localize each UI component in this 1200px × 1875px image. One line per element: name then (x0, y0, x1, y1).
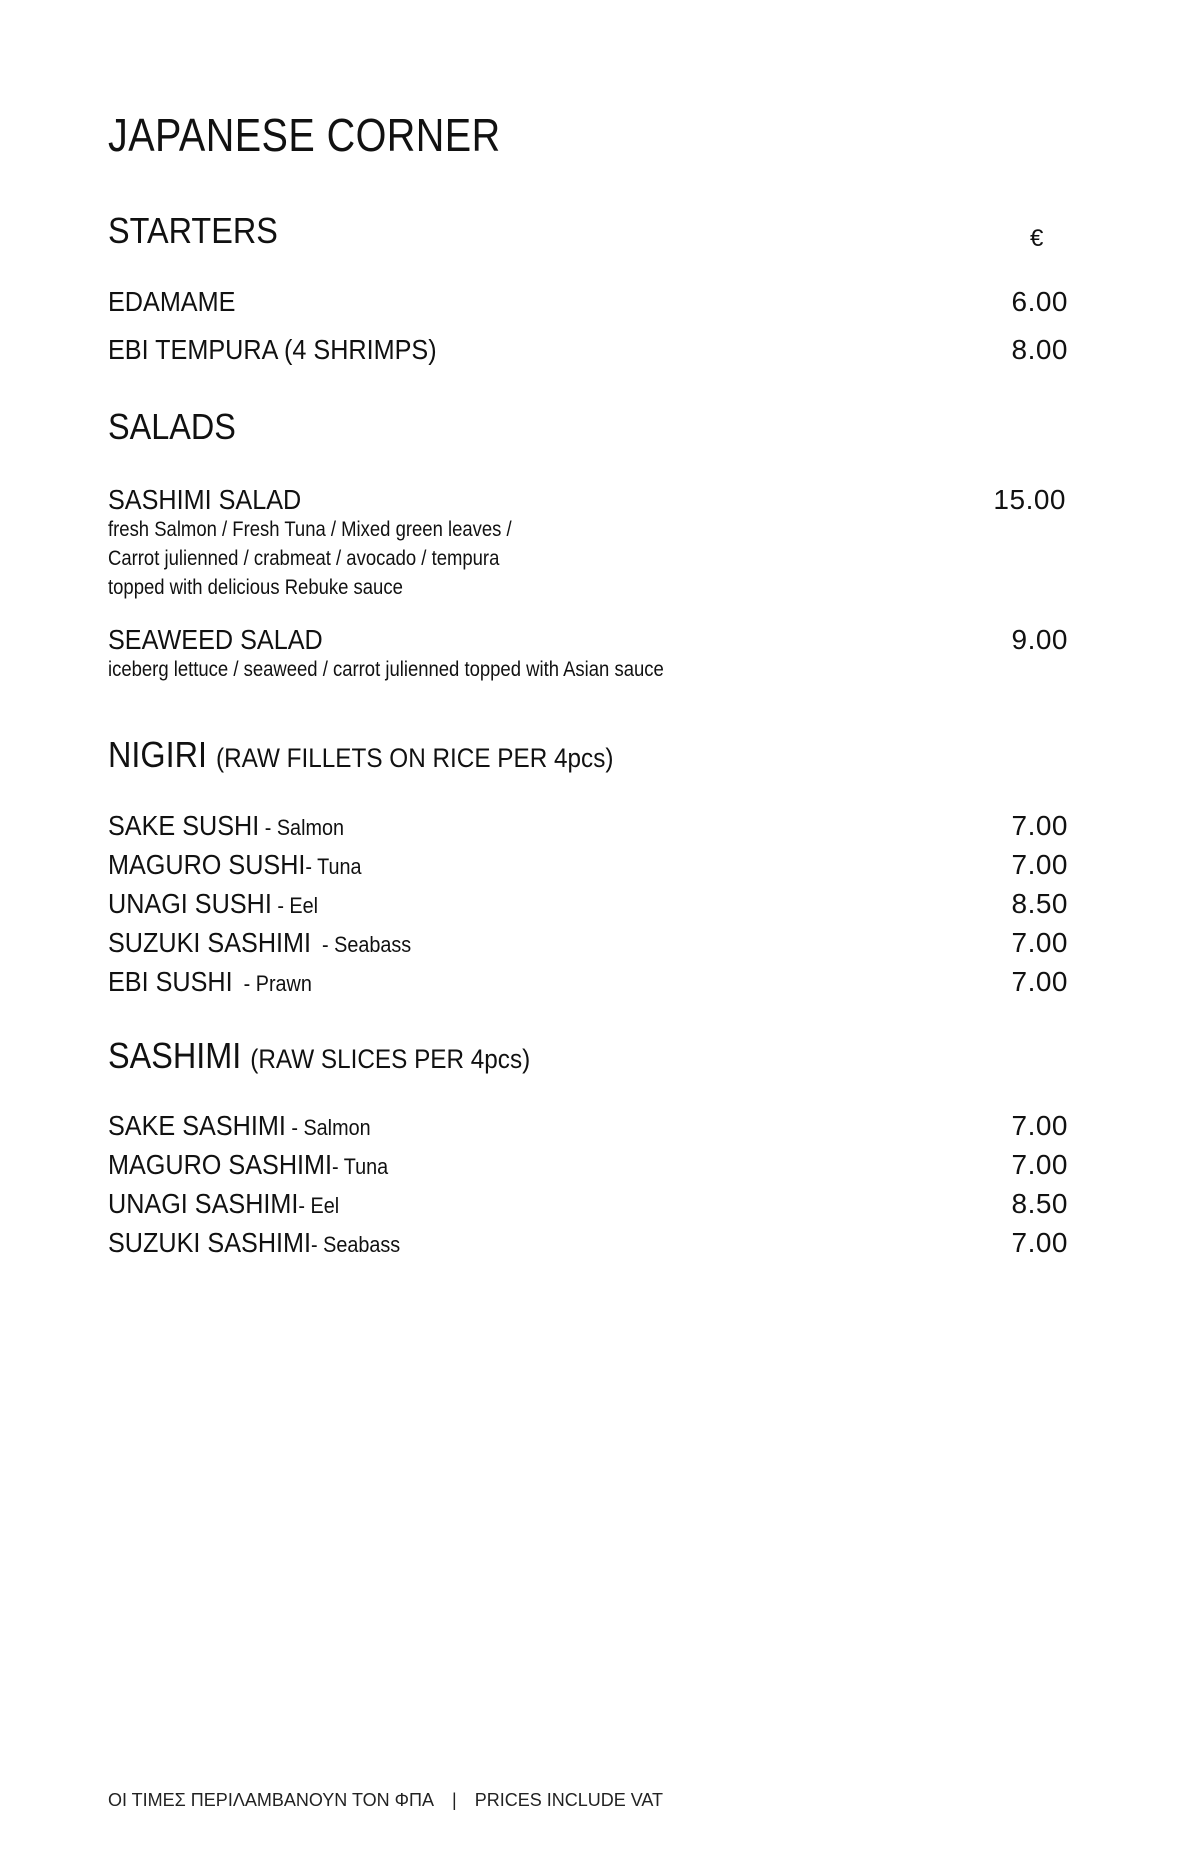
item-name: EBI SUSHI - Prawn (108, 966, 312, 997)
item-note: - Tuna (332, 1154, 389, 1179)
item-name: SUZUKI SASHIMI- Seabass (108, 1227, 401, 1258)
menu-item (108, 1188, 1068, 1222)
item-name: SUZUKI SASHIMI - Seabass (108, 927, 412, 958)
page-title: JAPANESE CORNER (108, 109, 501, 161)
item-description (108, 655, 664, 684)
footer-greek: ΟΙ ΤΙΜΕΣ ΠΕΡΙΛΑΜΒΑΝΟΥΝ ΤΟΝ ΦΠΑ (108, 1790, 434, 1810)
item-price: 7.00 (1011, 927, 1068, 958)
item-name: MAGURO SASHIMI- Tuna (108, 1149, 389, 1180)
item-price: 6.00 (1011, 286, 1068, 317)
item-price: 7.00 (1011, 1149, 1068, 1180)
menu-item (108, 286, 1068, 320)
description-line: iceberg lettuce / seaweed / carrot julienned topped with Asian sauce (108, 658, 664, 681)
menu-item (108, 484, 1068, 518)
menu-item (108, 888, 1068, 922)
item-note: - Prawn (232, 971, 312, 996)
description-line: fresh Salmon / Fresh Tuna / Mixed green leaves / (108, 518, 512, 541)
menu-item (108, 849, 1068, 883)
item-name: SAKE SUSHI - Salmon (108, 810, 344, 841)
item-note: - Eel (298, 1193, 340, 1218)
item-price: 15.00 (993, 484, 1066, 515)
item-note: - Seabass (311, 1232, 401, 1257)
description-line: topped with delicious Rebuke sauce (108, 576, 403, 599)
section-title: SASHIMI (108, 1035, 242, 1076)
menu-item (108, 1149, 1068, 1183)
item-name: SEAWEED SALAD (108, 624, 323, 655)
item-name: UNAGI SASHIMI- Eel (108, 1188, 340, 1219)
menu-item (108, 334, 1068, 368)
menu-item (108, 927, 1068, 961)
section-title: NIGIRI (108, 734, 208, 775)
section-subtitle: (RAW FILLETS ON RICE PER 4pcs) (216, 743, 614, 773)
item-name: SASHIMI SALAD (108, 484, 302, 515)
menu-item (108, 1110, 1068, 1144)
item-price: 8.00 (1011, 334, 1068, 365)
vat-footer (108, 1790, 663, 1811)
item-note: - Tuna (305, 854, 362, 879)
footer-english: PRICES INCLUDE VAT (474, 1790, 664, 1810)
item-price: 7.00 (1011, 1227, 1068, 1258)
item-name: MAGURO SUSHI- Tuna (108, 849, 362, 880)
section-heading-nigiri (108, 734, 613, 776)
item-name: EBI TEMPURA (4 SHRIMPS) (108, 334, 437, 365)
description-line: Carrot julienned / crabmeat / avocado / tempura (108, 547, 500, 570)
item-price: 8.50 (1011, 1188, 1068, 1219)
menu-item (108, 1227, 1068, 1261)
item-name: SAKE SASHIMI - Salmon (108, 1110, 371, 1141)
item-price: 9.00 (1011, 624, 1068, 655)
item-price: 7.00 (1011, 966, 1068, 997)
currency-symbol: € (1030, 225, 1044, 252)
item-name: UNAGI SUSHI - Eel (108, 888, 319, 919)
item-price: 8.50 (1011, 888, 1068, 919)
menu-item (108, 624, 1068, 658)
item-price: 7.00 (1011, 849, 1068, 880)
item-description (108, 515, 512, 602)
section-heading-sashimi (108, 1035, 530, 1077)
item-note: - Salmon (259, 815, 344, 840)
item-note: - Seabass (311, 932, 412, 957)
item-price: 7.00 (1011, 810, 1068, 841)
item-price: 7.00 (1011, 1110, 1068, 1141)
menu-item (108, 966, 1068, 1000)
item-name: EDAMAME (108, 286, 236, 317)
footer-separator: | (452, 1790, 457, 1810)
item-note: - Salmon (285, 1115, 371, 1140)
section-subtitle: (RAW SLICES PER 4pcs) (250, 1044, 531, 1074)
section-heading-starters: STARTERS (108, 210, 278, 251)
section-heading-salads: SALADS (108, 406, 236, 447)
menu-item (108, 810, 1068, 844)
item-note: - Eel (271, 893, 319, 918)
